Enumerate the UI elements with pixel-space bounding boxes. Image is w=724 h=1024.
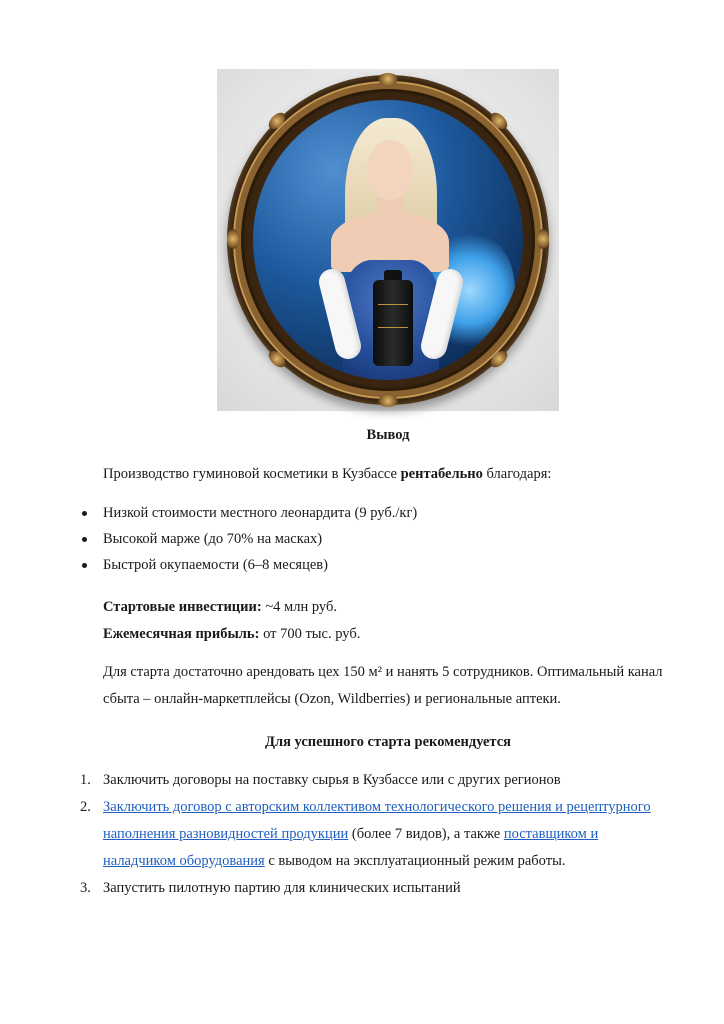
bullet-icon xyxy=(82,563,87,568)
paragraph-line-2: сбыта – онлайн-маркетплейсы (Ozon, Wildberries) и региональные аптеки. xyxy=(103,691,561,707)
investments-line xyxy=(103,594,683,621)
ornate-frame xyxy=(227,75,549,405)
profit-label: Ежемесячная прибыль: xyxy=(103,626,260,642)
intro-suffix: благодаря: xyxy=(486,466,552,482)
intro-prefix: Производство гуминовой косметики в Кузбассе xyxy=(103,466,397,482)
item-text: Запустить пилотную партию для клинических испытаний xyxy=(103,880,461,896)
paragraph-line-1: Для старта достаточно арендовать цех 150 м² и нанять 5 сотрудников. Оптимальный канал xyxy=(103,664,663,680)
bottle-label xyxy=(378,304,408,328)
investments-value: ~4 млн руб. xyxy=(265,599,337,615)
frame-ornament-right xyxy=(537,229,549,249)
list-item xyxy=(80,794,680,875)
list-item xyxy=(80,767,680,794)
intro-bold: рентабельно xyxy=(400,466,483,482)
supplier-link-a: поставщиком и xyxy=(503,826,599,842)
bullet-text: Высокой марже (до 70% на масках) xyxy=(103,531,323,547)
frame-ornament-top xyxy=(378,73,398,85)
item-number: 2. xyxy=(80,799,91,815)
list-item xyxy=(80,875,680,902)
link-line-1: Заключить договор с авторским коллективом технологического решения и рецептурного xyxy=(103,799,651,815)
product-illustration xyxy=(217,69,559,411)
item-number: 1. xyxy=(80,772,91,788)
startup-paragraph xyxy=(103,659,693,713)
item-mid-text: (более 7 видов), а также xyxy=(348,826,504,842)
conclusion-intro xyxy=(103,461,683,488)
link-line-2: наполнения разновидностей продукции xyxy=(103,826,349,842)
list-item xyxy=(80,526,680,552)
list-item xyxy=(80,500,680,526)
bullet-icon xyxy=(82,511,87,516)
bullet-text: Быстрой окупаемости (6–8 месяцев) xyxy=(103,557,328,573)
item-tail-text: с выводом на эксплуатационный режим работы. xyxy=(264,853,566,869)
supplier-link-b: наладчиком оборудования xyxy=(103,853,265,869)
profit-line xyxy=(103,621,683,648)
recommendations-heading: Для успешного старта рекомендуется xyxy=(264,734,512,750)
model-face xyxy=(367,140,413,200)
bullet-text: Низкой стоимости местного леонардита (9 руб./кг) xyxy=(103,505,418,521)
recommendations-list xyxy=(80,767,680,902)
portrait-image xyxy=(253,100,523,380)
list-item xyxy=(80,552,680,578)
item-text: Заключить договоры на поставку сырья в Кузбассе или с других регионов xyxy=(103,772,561,788)
benefits-list xyxy=(80,500,680,578)
bullet-icon xyxy=(82,537,87,542)
item-number: 3. xyxy=(80,880,91,896)
conclusion-heading: Вывод xyxy=(366,427,410,443)
frame-ornament-bottom xyxy=(378,395,398,407)
investments-label: Стартовые инвестиции: xyxy=(103,599,262,615)
frame-ornament-left xyxy=(227,229,239,249)
profit-value: от 700 тыс. руб. xyxy=(263,626,361,642)
